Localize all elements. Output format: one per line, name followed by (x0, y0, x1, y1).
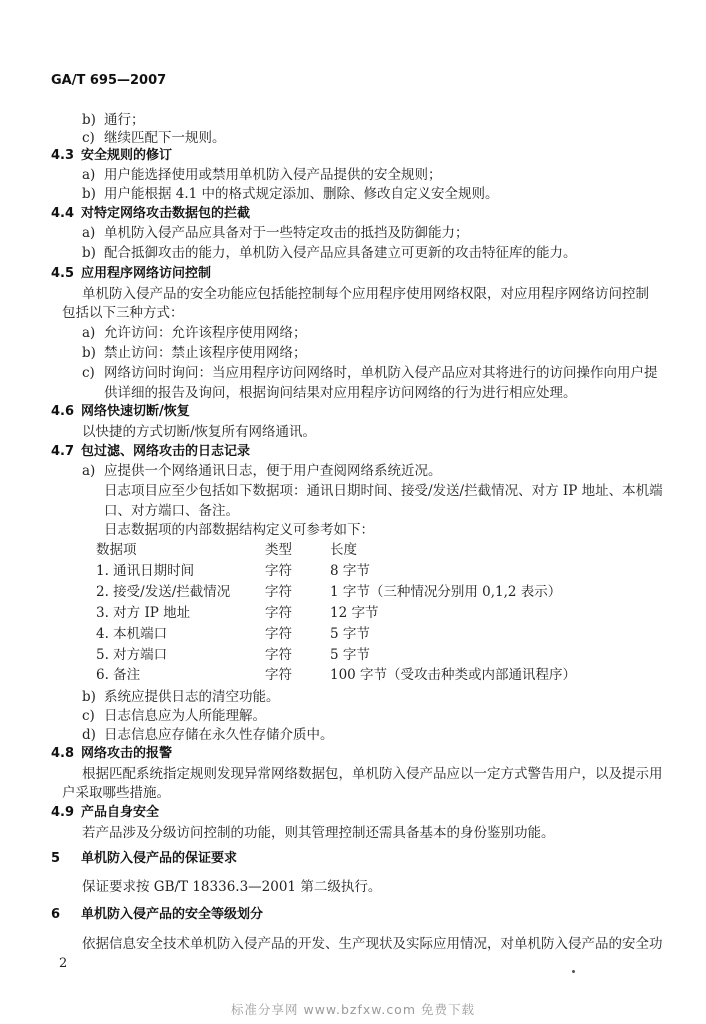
section-heading-4-5: 4.5 应用程序网络访问控制 (51, 266, 212, 281)
paragraph: 单机防入侵产品的安全功能应包括能控制每个应用程序使用网络权限，对应用程序网络访问控制 (82, 286, 649, 302)
standard-code: GA/T 695—2007 (51, 73, 167, 88)
table-header: 数据项 (96, 542, 137, 558)
list-item: a) 允许访问：允许该程序使用网络； (82, 325, 307, 341)
table-cell: 字符 (265, 647, 292, 663)
scan-speck (572, 970, 575, 973)
table-cell: 2. 接受/发送/拦截情况 (96, 584, 231, 600)
table-cell: 1. 通讯日期时间 (96, 563, 195, 579)
table-cell: 3. 对方 IP 地址 (96, 605, 191, 621)
list-item: b) 系统应提供日志的清空功能。 (82, 689, 280, 705)
page-number: 2 (59, 956, 68, 971)
paragraph: 日志项目应至少包括如下数据项：通讯日期时间、接受/发送/拦截情况、对方 IP 地址、本机端 (104, 483, 663, 499)
table-cell: 8 字节 (330, 563, 370, 579)
table-cell: 100 字节（受攻击种类或内部通讯程序） (330, 667, 577, 683)
table-cell: 字符 (265, 563, 292, 579)
paragraph: 根据匹配系统指定规则发现异常网络数据包，单机防入侵产品应以一定方式警告用户，以及提示用 (82, 766, 663, 782)
section-heading-4-4: 4.4 对特定网络攻击数据包的拦截 (51, 206, 251, 221)
list-item: a) 应提供一个网络通讯日志，便于用户查阅网络系统近况。 (82, 463, 442, 479)
section-heading-4-9: 4.9 产品自身安全 (51, 805, 160, 820)
table-cell: 12 字节 (330, 605, 379, 621)
section-heading-4-8: 4.8 网络攻击的报警 (51, 746, 173, 761)
list-item: b) 配合抵御攻击的能力，单机防入侵产品应具备建立可更新的攻击特征库的能力。 (82, 245, 577, 261)
section-heading-4-3: 4.3 安全规则的修订 (51, 148, 173, 163)
section-heading-4-7: 4.7 包过滤、网络攻击的日志记录 (51, 444, 251, 459)
section-heading-5: 5 单机防入侵产品的保证要求 (51, 851, 238, 866)
table-cell: 字符 (265, 626, 292, 642)
table-cell: 字符 (265, 667, 292, 683)
paragraph: 保证要求按 GB/T 18336.3—2001 第二级执行。 (82, 879, 382, 895)
table-cell: 1 字节（三种情况分别用 0,1,2 表示） (330, 584, 562, 600)
list-item: b) 用户能根据 4.1 中的格式规定添加、删除、修改自定义安全规则。 (82, 186, 499, 202)
table-cell: 4. 本机端口 (96, 626, 168, 642)
list-item: b) 通行； (82, 112, 145, 128)
table-header: 长度 (330, 542, 357, 558)
list-item: c) 继续匹配下一规则。 (82, 130, 226, 146)
table-cell: 字符 (265, 584, 292, 600)
paragraph: 若产品涉及分级访问控制的功能，则其管理控制还需具备基本的身份鉴别功能。 (82, 825, 555, 841)
table-cell: 字符 (265, 605, 292, 621)
list-item: a) 用户能选择使用或禁用单机防入侵产品提供的安全规则； (82, 167, 442, 183)
list-item: c) 网络访问时询问：当应用程序访问网络时，单机防入侵产品应对其将进行的访问操作向用户提 (82, 365, 658, 381)
table-header: 类型 (265, 542, 292, 558)
watermark-footer: 标准分享网 www.bzfxw.com 免费下载 (231, 1002, 475, 1017)
list-item: d) 日志信息应存储在永久性存储介质中。 (82, 727, 334, 743)
paragraph: 包括以下三种方式： (62, 305, 184, 321)
table-cell: 6. 备注 (96, 667, 141, 683)
paragraph: 口、对方端口、备注。 (104, 503, 239, 519)
table-cell: 5. 对方端口 (96, 647, 168, 663)
list-item: b) 禁止访问：禁止该程序使用网络； (82, 345, 307, 361)
table-cell: 5 字节 (330, 626, 370, 642)
paragraph: 日志数据项的内部数据结构定义可参考如下： (104, 522, 374, 538)
paragraph: 户采取哪些措施。 (62, 785, 170, 801)
paragraph: 依据信息安全技术单机防入侵产品的开发、生产现状及实际应用情况，对单机防入侵产品的安全功 (82, 936, 663, 952)
list-item: c) 日志信息应为人所能理解。 (82, 708, 266, 724)
list-item-continuation: 供详细的报告及询问，根据询问结果对应用程序访问网络的行为进行相应处理。 (104, 385, 577, 401)
list-item: a) 单机防入侵产品应具备对于一些特定攻击的抵挡及防御能力； (82, 225, 469, 241)
section-heading-6: 6 单机防入侵产品的安全等级划分 (51, 907, 264, 922)
section-heading-4-6: 4.6 网络快速切断/恢复 (51, 404, 190, 419)
paragraph: 以快捷的方式切断/恢复所有网络通讯。 (82, 424, 317, 440)
table-cell: 5 字节 (330, 647, 370, 663)
